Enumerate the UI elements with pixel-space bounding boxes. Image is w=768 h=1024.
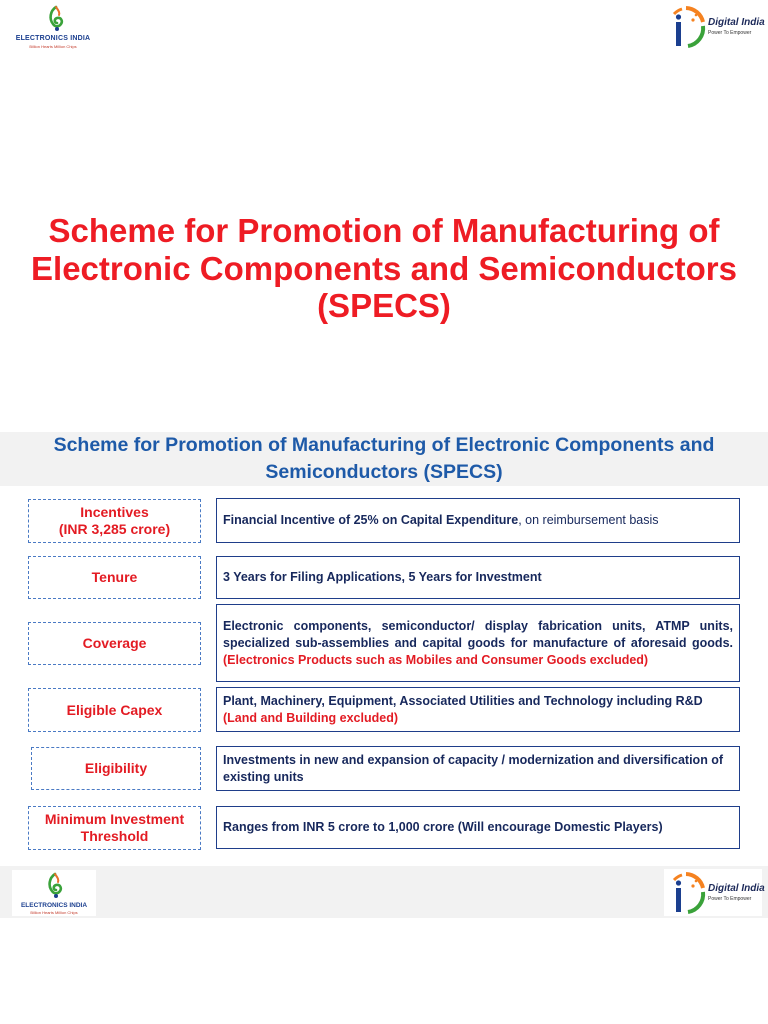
label-eligible-capex-text: Eligible Capex <box>66 701 163 718</box>
title-slide <box>0 0 768 416</box>
tenure-text: 3 Years for Filing Applications, 5 Years for Investment <box>223 570 542 584</box>
label-tenure <box>28 556 201 599</box>
digital-india-emblem-icon <box>666 4 706 50</box>
slide-title: Scheme for Promotion of Manufacturing of Electronic Components and Semiconductors (SPECS) <box>31 212 737 324</box>
incentives-text-bold: Financial Incentive of 25% on Capital Expenditure <box>223 513 519 527</box>
minimum-investment-text: Ranges from INR 5 crore to 1,000 crore (Will encourage Domestic Players) <box>223 820 663 834</box>
eligible-capex-text-bold: Plant, Machinery, Equipment, Associated Utilities and Technology including R&D <box>223 693 703 708</box>
electronics-india-tagline: Billion Hearts Million Chips <box>29 44 77 49</box>
label-eligibility <box>31 747 201 790</box>
slide-header-band <box>0 432 768 486</box>
label-coverage <box>28 622 201 665</box>
label-incentives <box>28 499 201 543</box>
slide-footer <box>0 866 768 918</box>
coverage-text-excluded: (Electronics Products such as Mobiles and Consumer Goods excluded) <box>223 652 649 667</box>
eligible-capex-description <box>216 687 740 732</box>
footer-electronics-india-tagline: Billion Hearts Million Chips <box>30 910 78 915</box>
footer-electronics-india-emblem-icon <box>44 872 66 900</box>
label-min-investment-line1: Minimum Investment <box>44 811 185 827</box>
incentives-text-regular: , on reimbursement basis <box>518 513 659 527</box>
footer-digital-india-logo <box>664 869 765 916</box>
label-eligibility-text: Eligibility <box>84 760 148 776</box>
label-incentives-line1: Incentives <box>80 504 149 520</box>
footer-electronics-india-name: ELECTRONICS INDIA <box>20 902 88 909</box>
coverage-description <box>216 604 740 682</box>
digital-india-logo <box>664 2 765 52</box>
eligible-capex-text-excluded: (Land and Building excluded) <box>223 710 398 725</box>
coverage-text-bold: Electronic components, semiconductor/ display fabrication units, ATMP units, specialized sub-assemblies and capital goods for manufacture of aforesaid goods. <box>223 618 733 650</box>
label-min-investment-line2: Threshold <box>80 828 149 844</box>
label-tenure-text: Tenure <box>91 569 138 585</box>
slide-heading: Scheme for Promotion of Manufacturing of Electronic Components and Semiconductors (SPECS) <box>53 434 715 483</box>
label-minimum-investment-threshold <box>28 806 201 850</box>
label-eligible-capex <box>28 688 201 732</box>
eligibility-description <box>216 746 740 791</box>
eligibility-text: Investments in new and expansion of capacity / modernization and diversification of existing units <box>223 752 724 784</box>
footer-digital-india-name: Digital India <box>708 883 765 894</box>
incentives-description <box>216 498 740 543</box>
label-incentives-line2: (INR 3,285 crore) <box>58 521 171 537</box>
label-coverage-text: Coverage <box>82 635 147 651</box>
tenure-description <box>216 556 740 599</box>
footer-digital-india-emblem-icon <box>666 870 706 916</box>
electronics-india-emblem-icon <box>45 5 67 33</box>
footer-digital-india-tagline: Power To Empower <box>708 896 752 902</box>
specs-details-slide <box>0 432 768 866</box>
digital-india-name: Digital India <box>708 17 765 28</box>
digital-india-tagline: Power To Empower <box>708 30 752 36</box>
minimum-investment-description <box>216 806 740 849</box>
footer-electronics-india-logo <box>12 870 96 916</box>
electronics-india-name: ELECTRONICS INDIA <box>15 35 91 42</box>
electronics-india-logo <box>8 4 98 50</box>
